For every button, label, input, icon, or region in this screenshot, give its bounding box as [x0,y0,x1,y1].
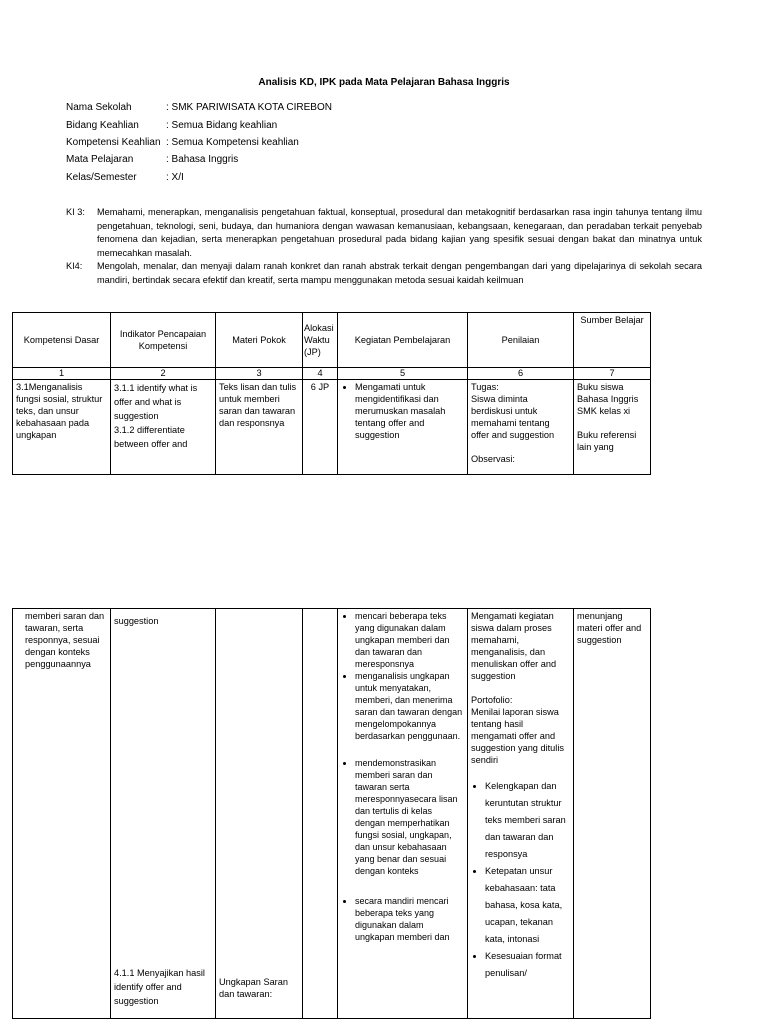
col-number: 2 [111,368,216,380]
page-title: Analisis KD, IPK pada Mata Pelajaran Bahasa Inggris [258,77,510,88]
cell-alokasi: 6 JP [303,380,338,475]
penilaian-observasi-text: Mengamati kegiatan siswa dalam proses memahami, menganalisis, dan menuliskan offer and suggestion [471,611,557,681]
list-item: • Ketepatan unsur kebahasaan: tata bahasa, kosa kata, ucapan, tekanan kata, intonasi [485,863,570,948]
sumber-item: Buku referensi lain yang [577,430,637,452]
cell-ipk [111,380,216,475]
materi-item: Ungkapan Saran dan tawaran: [219,977,288,999]
cell-kegiatan [338,609,468,1019]
table-row [13,380,651,475]
list-item: • mencari beberapa teks yang digunakan dalam ungkapan memberi dan dan tawaran dan meresponsnya [355,610,464,670]
info-nama-sekolah [66,101,332,115]
list-item: • Mengamati untuk mengidentifikasi dan merumuskan masalah tentang offer and suggestion [355,381,464,441]
sumber-item: menunjang materi offer and suggestion [577,611,642,645]
ki4-text: Mengolah, menalar, dan menyaji dalam ranah konkret dan ranah abstrak terkait dengan pengembangan dari yang dipelajarinya di sekolah secara mandiri, bertindak secara efektif dan kreatif, serta mampu menggunakan metoda sesuai kaidah keilmuan [97,261,702,285]
col-number: 3 [216,368,303,380]
ki4-label: KI4: [66,261,83,271]
table-number-row [13,368,651,380]
info-label: Mata Pelajaran [66,154,134,165]
info-value: : Bahasa Inggris [166,154,239,165]
cell-kegiatan [338,380,468,475]
info-kelas-semester [66,171,184,185]
header-indikator: Indikator Pencapaian Kompetensi [111,313,216,368]
penilaian-portofolio-label: Portofolio: [471,695,513,705]
kd-table-part-1 [12,312,651,475]
info-value: : Semua Kompetensi keahlian [166,137,299,148]
list-item: • menganalisis ungkapan untuk menyatakan, memberi, dan menerima saran dan tawaran dengan mengelompokannya berdasarkan penggunaan. [355,670,464,742]
cell-kd: 3.1Menganalisis fungsi sosial, struktur teks, dan unsur kebahasaan pada ungkapan [13,380,111,475]
header-kegiatan: Kegiatan Pembelajaran [338,313,468,368]
ki3-text: Memahami, menerapkan, menganalisis pengetahuan faktual, konseptual, prosedural dan metakognitif berdasarkan rasa ingin tahunya tentang ilmu pengetahuan, teknologi, seni, budaya, dan humaniora dengan wawasan kemanusiaan, kebangsaan, kenegaraan, dan peradaban terkait penyebab fenomena dan kejadian, serta menerapkan pengetahuan prosedural pada bidang kajian yang spesifik sesuai dengan bakat dan minatnya untuk memecahkan masalah. [97,207,702,258]
info-label: Kelas/Semester [66,172,137,183]
ipk-item: 3.1.1 identify what is offer and what is suggestion [114,383,198,421]
ipk-item: 4.1.1 Menyajikan hasil identify offer and suggestion [114,968,205,1006]
cell-materi [216,609,303,1019]
list-item: • mendemonstrasikan memberi saran dan tawaran serta meresponnyasecara lisan dan tertulis di kelas dengan memperhatikan fungsi sosial, ungkapan, dan unsur kebahasaan yang benar dan sesuai dengan konteks [355,757,464,877]
list-item: • secara mandiri mencari beberapa teks yang digunakan dalam ungkapan memberi dan [355,895,464,943]
info-value: : SMK PARIWISATA KOTA CIREBON [166,102,332,113]
penilaian-observasi-label: Observasi: [471,454,515,464]
ipk-item: suggestion [114,616,159,626]
cell-alokasi [303,609,338,1019]
ki4-block [66,260,702,287]
cell-sumber [574,380,651,475]
table-row [13,609,651,1019]
cell-penilaian [468,380,574,475]
col-number: 4 [303,368,338,380]
info-bidang-keahlian [66,119,277,133]
info-kompetensi-keahlian [66,136,299,150]
header-penilaian: Penilaian [468,313,574,368]
header-kompetensi-dasar: Kompetensi Dasar [13,313,111,368]
penilaian-portofolio-text: Menilai laporan siswa tentang hasil mengamati offer and suggestion yang ditulis sendiri [471,707,564,765]
header-sumber-belajar: Sumber Belajar [574,313,651,368]
kd-table-part-2 [12,608,651,1019]
info-label: Kompetensi Keahlian [66,137,161,148]
header-alokasi-waktu: Alokasi Waktu (JP) [303,313,338,368]
info-value: : Semua Bidang keahlian [166,120,278,131]
list-item: • Kesesuaian format penulisan/ [485,948,570,982]
table-header-row [13,313,651,368]
col-number: 1 [13,368,111,380]
cell-ipk [111,609,216,1019]
info-label: Bidang Keahlian [66,120,139,131]
header-materi-pokok: Materi Pokok [216,313,303,368]
ki3-block [66,206,702,260]
penilaian-tugas-label: Tugas: [471,382,499,392]
cell-materi: Teks lisan dan tulis untuk memberi saran dan tawaran dan responsnya [216,380,303,475]
penilaian-tugas-text: Siswa diminta berdiskusi untuk memahami tentang offer and suggestion [471,394,555,440]
cell-penilaian [468,609,574,1019]
info-label: Nama Sekolah [66,102,132,113]
ipk-item: 3.1.2 differentiate between offer and [114,425,188,449]
col-number: 7 [574,368,651,380]
info-mata-pelajaran [66,153,238,167]
col-number: 6 [468,368,574,380]
list-item: • Kelengkapan dan keruntutan struktur teks memberi saran dan tawaran dan responsya [485,778,570,863]
ki3-label: KI 3: [66,207,85,217]
cell-kd: memberi saran dan tawaran, serta responnya, sesuai dengan konteks penggunaannya [13,609,111,1019]
cell-sumber [574,609,651,1019]
sumber-item: Buku siswa Bahasa Inggris SMK kelas xi [577,382,639,416]
col-number: 5 [338,368,468,380]
info-value: : X/I [166,172,184,183]
